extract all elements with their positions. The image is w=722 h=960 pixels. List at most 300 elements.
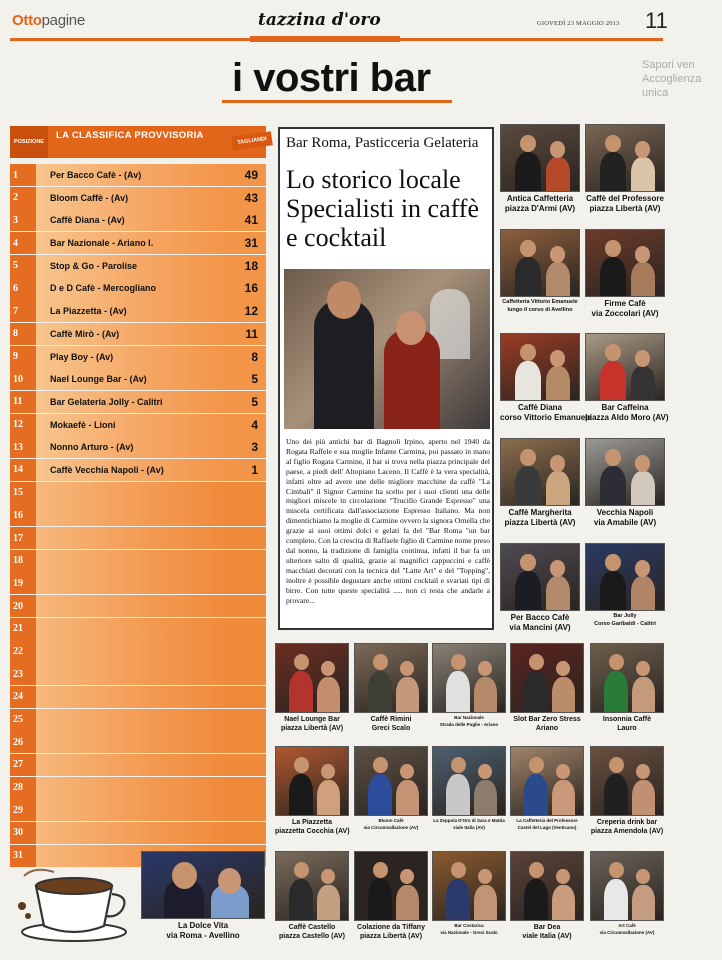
bar-photo-caption (500, 613, 580, 633)
photo-figure (524, 774, 548, 815)
caption-line1: Colazione da Tiffany (357, 924, 425, 931)
ranking-points (226, 550, 266, 572)
photo-figure (321, 661, 335, 677)
feature-article (278, 127, 494, 630)
caption-line2: corso Vittorio Emanuele (500, 413, 592, 422)
bar-photo-card (590, 746, 664, 836)
ranking-points (226, 595, 266, 617)
ranking-bar-name (36, 618, 226, 640)
caption-line1: Caffè Castello (288, 924, 336, 931)
ranking-bar-name (36, 686, 226, 708)
bar-photo (510, 746, 584, 816)
ranking-position: 23 (10, 663, 36, 685)
caption-line1: Slot Bar Zero Stress (513, 716, 581, 723)
caption-line2: via Mancini (AV) (509, 623, 571, 632)
caption-line1: La Caffetteria del Professore (516, 818, 578, 823)
ranking-points (226, 754, 266, 776)
photo-figure (632, 677, 654, 712)
photo-figure (636, 661, 650, 677)
logo-part2: pagine (41, 12, 85, 29)
section-underline (250, 36, 400, 42)
caption-line1: Caffetteria Vittorio Emanuele (502, 299, 578, 305)
ranking-points (226, 527, 266, 549)
bar-photo-caption (510, 923, 584, 941)
bar-photo-card (585, 438, 665, 528)
caption-line2: Castel del Lago (Venticano) (517, 824, 577, 830)
ranking-points (226, 640, 266, 662)
ranking-bar-name (36, 709, 226, 731)
ranking-points: 5 (226, 368, 266, 390)
bar-photo-card (275, 746, 349, 836)
ranking-bar-name (36, 572, 226, 594)
photo-figure (451, 757, 466, 773)
ranking-position: 11 (10, 391, 36, 413)
ranking-position: 22 (10, 640, 36, 662)
ranking-points (226, 572, 266, 594)
caption-line2: via Amabile (AV) (593, 518, 657, 527)
photo-figure (529, 757, 544, 773)
photo-figure (400, 764, 414, 780)
bar-photo-caption (275, 923, 349, 941)
caption-line2: piazza Amendola (AV) (590, 828, 664, 835)
caption-line1: Caffè Rimini (370, 716, 412, 723)
ranking-points: 31 (226, 232, 266, 254)
ranking-points (226, 777, 266, 799)
photo-figure (396, 780, 418, 815)
bar-photo-card (275, 643, 349, 733)
bar-photo (590, 851, 664, 921)
caption-line1: Bar Jolly (613, 613, 637, 619)
newspaper-logo (12, 12, 85, 29)
bar-photo-caption (354, 715, 428, 733)
caption-line1: La Zeppola D'Oro di Sara e Mattia (433, 818, 505, 823)
photo-figure (550, 141, 565, 158)
caption-line2: Ariano (535, 725, 559, 732)
article-kicker: Bar Roma, Pasticceria Gelateria (286, 135, 479, 151)
bar-photo-card (432, 643, 506, 728)
photo-figure (605, 344, 621, 362)
photo-figure (289, 671, 313, 712)
bar-photo-card (500, 124, 580, 214)
coffee-cup-icon (14, 846, 134, 946)
ranking-points: 8 (226, 346, 266, 368)
caption-line1: Bar Dea (533, 924, 561, 931)
ranking-title: LA CLASSIFICA PROVVISORIA (56, 130, 204, 141)
photo-figure (294, 862, 309, 878)
bar-photo-caption (585, 299, 665, 319)
bar-photo-caption (500, 194, 580, 214)
ranking-points (226, 709, 266, 731)
ranking-points (226, 731, 266, 753)
caption-line2: piazza Aldo Moro (AV) (585, 413, 669, 422)
ranking-points (226, 686, 266, 708)
photo-figure (635, 350, 650, 367)
ranking-table (10, 164, 266, 867)
photo-figure (609, 654, 624, 670)
photo-figure (631, 576, 655, 610)
photo-figure (550, 560, 565, 577)
bar-photo (585, 124, 665, 192)
caption-line2: Greci Scalo (371, 725, 411, 732)
photo-figure (451, 654, 466, 670)
photo-figure (550, 455, 565, 472)
caption-line2: piazza Castello (AV) (279, 933, 345, 940)
photo-figure (289, 774, 313, 815)
ranking-row (10, 799, 266, 821)
caption-line2: via Circumvallazione (AV) (363, 824, 419, 830)
photo-figure (631, 157, 655, 191)
ranking-bar-name (36, 550, 226, 572)
ranking-points (226, 618, 266, 640)
photo-figure (373, 862, 388, 878)
ranking-position: 12 (10, 414, 36, 436)
caption-line2: viale Italia (AV) (453, 824, 485, 830)
caption-line2: piazza Libertà (AV) (589, 204, 661, 213)
caption-line2: via Nazionale - Greci Scalo (440, 929, 498, 935)
position-label: POSIZIONE (10, 126, 48, 158)
photo-figure (550, 350, 565, 367)
ranking-points: 41 (226, 209, 266, 231)
logo-part1: Otto (12, 12, 42, 29)
ranking-points: 18 (226, 255, 266, 277)
bar-photo-card (585, 543, 665, 628)
photo-figure (546, 576, 570, 610)
bar-photo (585, 333, 665, 401)
ranking-row (10, 777, 266, 799)
caption-line1: La Dolce Vita (177, 921, 229, 930)
ranking-row (10, 504, 266, 526)
ranking-points: 43 (226, 187, 266, 209)
photo-figure (636, 869, 650, 885)
ranking-position: 19 (10, 572, 36, 594)
caption-line2: lungo il corso di Avellino (507, 306, 573, 313)
ranking-row (10, 255, 266, 277)
ranking-position: 16 (10, 504, 36, 526)
bar-photo-caption (590, 818, 664, 836)
article-title: Lo storico locale Specialisti in caffè e cocktail (286, 165, 480, 252)
bar-photo (590, 746, 664, 816)
caption-line1: Art Cafè (618, 923, 636, 928)
bar-photo-caption (354, 818, 428, 831)
bar-photo-caption (590, 923, 664, 936)
bar-photo-card (585, 229, 665, 319)
caption-line1: Firme Cafè (604, 299, 646, 308)
ranking-bar-name: Bar Nazionale - Ariano I. (36, 232, 226, 254)
bar-photo-caption (590, 715, 664, 733)
ranking-bar-name: Caffè Vecchia Napoli - (Av) (36, 459, 226, 481)
ranking-position: 24 (10, 686, 36, 708)
bar-photo-caption (585, 508, 665, 528)
photo-figure (524, 671, 548, 712)
bar-photo (510, 643, 584, 713)
photo-figure (605, 135, 621, 153)
photo-figure (546, 157, 570, 191)
photo-figure (474, 885, 496, 920)
ranking-row (10, 618, 266, 640)
photo-figure (400, 661, 414, 677)
ranking-position: 30 (10, 822, 36, 844)
photo-figure (520, 135, 536, 153)
ranking-position: 10 (10, 368, 36, 390)
bar-photo-caption (275, 818, 349, 836)
bar-photo-card (585, 124, 665, 214)
bar-photo-card (500, 333, 592, 423)
page-headline: i vostri bar (232, 56, 431, 100)
ranking-position: 6 (10, 277, 36, 299)
bar-photo-card (432, 746, 506, 831)
ranking-row (10, 482, 266, 504)
photo-figure (632, 780, 654, 815)
ranking-points (226, 663, 266, 685)
photo-figure (552, 885, 574, 920)
ranking-row (10, 550, 266, 572)
coupon-label: TAGLIANDI (231, 131, 273, 150)
ranking-position: 7 (10, 300, 36, 322)
ranking-row (10, 663, 266, 685)
ranking-row (10, 595, 266, 617)
ranking-bar-name (36, 822, 226, 844)
bar-photo-caption (585, 613, 665, 628)
caption-line2: via Roma - Avellino (166, 931, 240, 940)
bar-photo (585, 229, 665, 297)
ranking-row (10, 368, 266, 390)
photo-figure (635, 455, 650, 472)
photo-figure (317, 677, 339, 712)
photo-figure (529, 654, 544, 670)
ranking-position: 13 (10, 436, 36, 458)
photo-figure (609, 862, 624, 878)
ranking-points (226, 482, 266, 504)
ranking-points: 16 (226, 277, 266, 299)
bar-photo-card (510, 851, 584, 941)
bar-photo-caption (510, 715, 584, 733)
photo-figure (604, 879, 628, 920)
caption-line1: Vecchia Napoli (596, 508, 654, 517)
photo-figure (400, 869, 414, 885)
page-number: 11 (645, 8, 668, 33)
bar-photo-caption (585, 194, 665, 214)
ranking-row (10, 436, 266, 458)
bar-photo-caption (141, 921, 265, 941)
ranking-position: 1 (10, 164, 36, 186)
bar-photo (432, 851, 506, 921)
photo-figure (289, 879, 313, 920)
photo-figure (327, 281, 361, 319)
article-photo (284, 269, 490, 429)
photo-figure (451, 862, 466, 878)
ranking-points (226, 504, 266, 526)
ranking-row (10, 187, 266, 209)
ranking-row (10, 232, 266, 254)
page-header (0, 0, 673, 40)
photo-figure (631, 262, 655, 296)
ranking-position: 27 (10, 754, 36, 776)
bar-photo (500, 333, 580, 401)
photo-figure (478, 661, 492, 677)
bar-photo (585, 438, 665, 506)
caption-line2: piazza D'Armi (AV) (504, 204, 576, 213)
caption-line1: Insonnia Caffè (602, 716, 652, 723)
ranking-bar-name (36, 527, 226, 549)
ranking-position: 9 (10, 346, 36, 368)
photo-figure (478, 764, 492, 780)
photo-figure (552, 677, 574, 712)
ranking-position: 15 (10, 482, 36, 504)
ranking-row (10, 822, 266, 844)
ranking-points (226, 822, 266, 844)
caption-line1: Bar Nazionale (454, 715, 484, 720)
headline-rule (222, 100, 452, 103)
photo-figure (396, 885, 418, 920)
photo-figure (396, 677, 418, 712)
ranking-bar-name: D e D Cafè - Mercogliano (36, 277, 226, 299)
bar-photo (500, 229, 580, 297)
bar-photo (432, 746, 506, 816)
caption-line1: Caffè del Professore (586, 194, 664, 203)
bar-photo-card (500, 543, 580, 633)
caption-line1: Bar Costarica (454, 923, 484, 928)
bleed-through-text: Sapori ven Accoglienza unica (642, 59, 702, 99)
ranking-position: 17 (10, 527, 36, 549)
bar-photo (500, 438, 580, 506)
ranking-position: 25 (10, 709, 36, 731)
photo-figure (478, 869, 492, 885)
photo-figure (635, 141, 650, 158)
photo-figure (604, 774, 628, 815)
photo-figure (600, 361, 626, 400)
bar-photo-card (590, 643, 664, 733)
caption-line1: Creperia drink bar (596, 819, 658, 826)
photo-figure (636, 764, 650, 780)
ranking-position: 2 (10, 187, 36, 209)
ranking-row (10, 731, 266, 753)
photo-figure (529, 862, 544, 878)
photo-figure (368, 879, 392, 920)
photo-figure (556, 764, 570, 780)
photo-figure (373, 757, 388, 773)
ranking-position: 14 (10, 459, 36, 481)
ranking-points: 11 (226, 323, 266, 345)
caption-line2: Lauro (617, 725, 637, 732)
photo-figure (631, 366, 655, 400)
ranking-position: 21 (10, 618, 36, 640)
photo-figure (524, 879, 548, 920)
bar-photo (354, 643, 428, 713)
photo-figure (605, 449, 621, 467)
photo-figure (550, 246, 565, 263)
ranking-row (10, 572, 266, 594)
ranking-bar-name (36, 504, 226, 526)
bar-photo-caption (585, 403, 669, 423)
photo-figure (520, 449, 536, 467)
ranking-row (10, 686, 266, 708)
ranking-position: 29 (10, 799, 36, 821)
photo-figure (520, 554, 536, 572)
ranking-position: 18 (10, 550, 36, 572)
ranking-row (10, 391, 266, 413)
ranking-row (10, 640, 266, 662)
ranking-bar-name: Play Boy - (Av) (36, 346, 226, 368)
photo-figure (515, 571, 541, 610)
ranking-bar-name: Bar Gelateria Jolly - Calitri (36, 391, 226, 413)
photo-figure (635, 560, 650, 577)
ranking-row (10, 209, 266, 231)
photo-figure (172, 862, 197, 889)
bar-photo-caption (354, 923, 428, 941)
photo-figure (515, 361, 541, 400)
photo-figure (552, 780, 574, 815)
ranking-row (10, 709, 266, 731)
bar-photo-card (500, 229, 580, 314)
ranking-header (10, 126, 266, 158)
caption-line1: Antica Caffetteria (506, 194, 574, 203)
ranking-bar-name: Per Bacco Cafè - (Av) (36, 164, 226, 186)
caption-line2: via Circumvallazione (AV) (599, 929, 655, 935)
bar-photo-card (585, 333, 669, 423)
bar-photo (590, 643, 664, 713)
bar-photo-card (500, 438, 580, 528)
photo-figure (317, 885, 339, 920)
bar-photo-card (510, 746, 584, 831)
caption-line2: piazza Libertà (AV) (359, 933, 423, 940)
photo-figure (321, 869, 335, 885)
photo-figure (556, 869, 570, 885)
ranking-bar-name: Mokaefè - Lioni (36, 414, 226, 436)
ranking-bar-name (36, 595, 226, 617)
photo-figure (368, 774, 392, 815)
photo-figure (604, 671, 628, 712)
photo-figure (600, 466, 626, 505)
bar-photo-card (590, 851, 664, 936)
ranking-position: 28 (10, 777, 36, 799)
ranking-bar-name (36, 482, 226, 504)
photo-figure (515, 152, 541, 191)
bar-photo-caption (432, 818, 506, 831)
ranking-position: 3 (10, 209, 36, 231)
ranking-row (10, 459, 266, 481)
ranking-bar-name: Nonno Arturo - (Av) (36, 436, 226, 458)
bar-photo-caption (500, 508, 580, 528)
ranking-position: 31 (10, 845, 36, 867)
caption-line1: Bloom Cafè (378, 818, 404, 823)
ranking-row (10, 346, 266, 368)
photo-figure (520, 240, 536, 258)
ranking-points: 5 (226, 391, 266, 413)
photo-figure (632, 885, 654, 920)
caption-line2: piazza Libertà (AV) (504, 518, 576, 527)
photo-figure (600, 571, 626, 610)
ranking-row (10, 164, 266, 186)
article-body: Uno dei più antichi bar di Bagnoli Irpino, aperto nel 1940 da Rogata Raffele e sua moglie Infante Carmina, poi passato in mano al figlio Rogata Carmine, il bar si trova nella piazza principale del paese, a piedi dell' Altopiano Laceno. Il Caffè è la vera specialità, infatti oltre ad avere une delle migliore macchine da caffè "La Cimbali" il Signor Carmine ha scelto per i suoi clienti una delle migliori miscele in circolazione "Trucillo Grande Espresso" una miscela certificata dall'associazione Espresso Italiano. Ma non dimentichiamo la moglie di Carmine ovvero la signora Ornella che grazie ai suoi ottimi dolci e gelati fa del "Bar Roma "un bar completo. Con la crescita di Raffaele figlio di Carmine nome preso dal nonno, la tradizione di famiglia continua, infatti il bar fa un ulteriore salto di qualità, grazie ai magnifici cappuccini e caffè macchiati decorati con la tecnica del "Latte Art" e del "Topping", inoltre è possible degustare anche ottimi cocktail e svariati tipi di birre. Con tutte queste specialità ..... non ci resta che andarle a provare... (286, 437, 490, 605)
photo-figure (368, 671, 392, 712)
photo-figure (605, 554, 621, 572)
photo-figure (474, 677, 496, 712)
ranking-points: 12 (226, 300, 266, 322)
ranking-bar-name: Caffè Mirò - (Av) (36, 323, 226, 345)
photo-figure (520, 344, 536, 362)
caption-line1: Bar Caffeina (601, 403, 649, 412)
photo-figure (546, 262, 570, 296)
photo-figure (317, 780, 339, 815)
photo-figure (294, 654, 309, 670)
ranking-row (10, 527, 266, 549)
ranking-points (226, 799, 266, 821)
bar-photo (275, 643, 349, 713)
photo-figure (605, 240, 621, 258)
bar-photo (275, 746, 349, 816)
caption-line1: La Piazzetta (291, 819, 333, 826)
ranking-points: 4 (226, 414, 266, 436)
